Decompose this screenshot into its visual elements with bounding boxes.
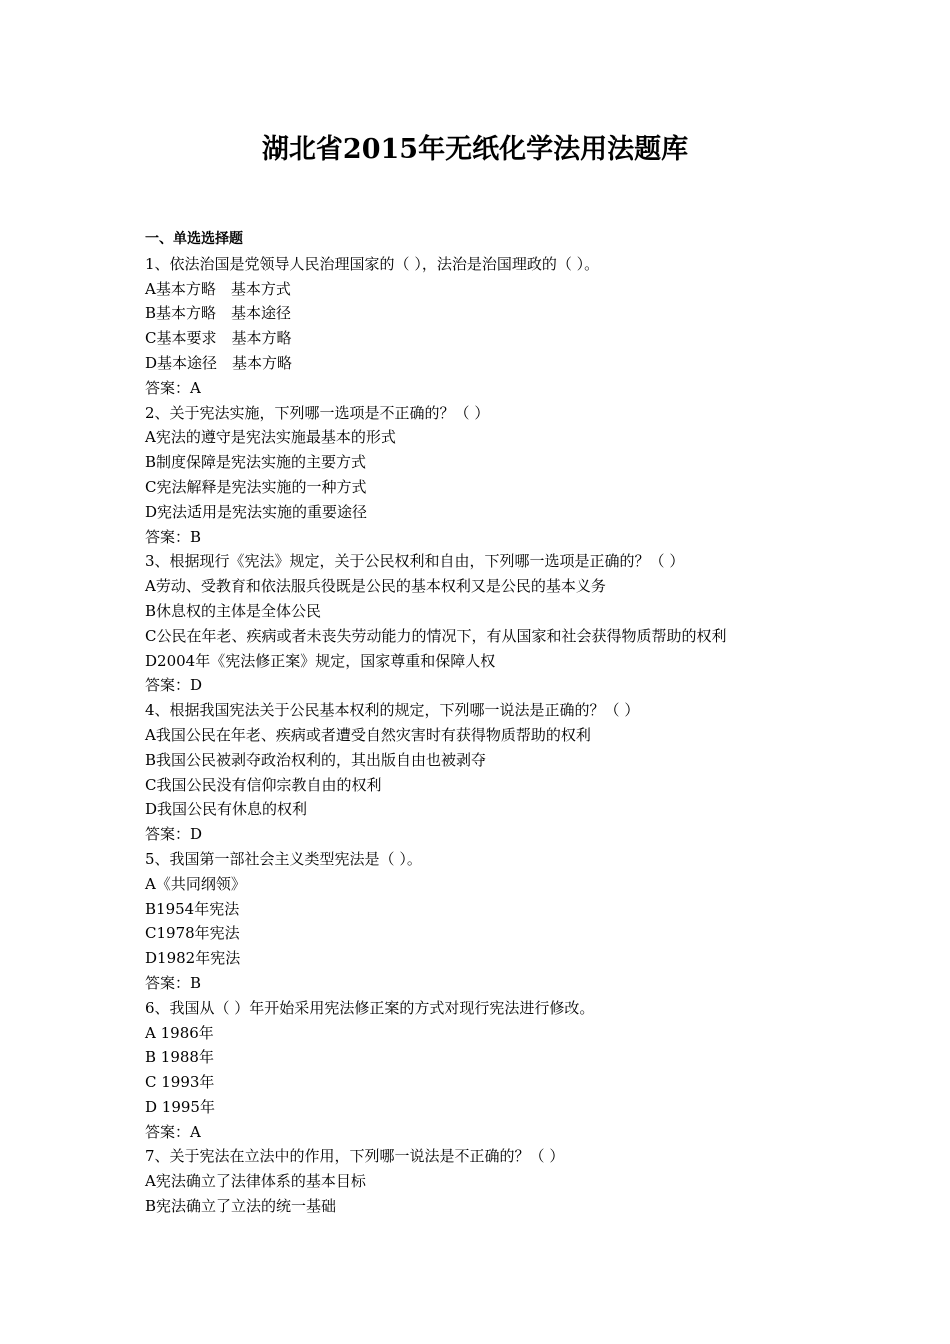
question-option: A《共同纲领》 <box>145 874 246 893</box>
question-stem: 4、根据我国宪法关于公民基本权利的规定，下列哪一说法是正确的？（ ） <box>145 701 640 720</box>
question-option: A我国公民在年老、疾病或者遭受自然灾害时有获得物质帮助的权利 <box>145 725 591 744</box>
question-option: D宪法适用是宪法实施的重要途径 <box>145 502 368 521</box>
question-option: D1982年宪法 <box>145 949 241 968</box>
question-stem: 6、我国从（ ）年开始采用宪法修正案的方式对现行宪法进行修改。 <box>145 998 595 1017</box>
question-block <box>145 549 845 698</box>
document-body <box>145 227 845 1219</box>
question-answer: 答案：B <box>145 973 202 992</box>
question-option: D基本途径 基本方略 <box>145 353 293 372</box>
question-answer: 答案：A <box>145 1122 201 1141</box>
question-option: B我国公民被剥夺政治权利的，其出版自由也被剥夺 <box>145 750 487 769</box>
question-option: D2004年《宪法修正案》规定，国家尊重和保障人权 <box>145 651 496 670</box>
document-title: 湖北省2015年无纸化学法用法题库 <box>261 134 689 165</box>
question-option: C 1993年 <box>145 1073 215 1092</box>
question-stem: 2、关于宪法实施，下列哪一选项是不正确的？（ ） <box>145 403 490 422</box>
question-option: C宪法解释是宪法实施的一种方式 <box>145 477 367 496</box>
section-heading: 一、单选选择题 <box>145 231 243 247</box>
question-option: C公民在年老、疾病或者未丧失劳动能力的情况下，有从国家和社会获得物质帮助的权利 <box>145 626 727 645</box>
question-option: A基本方略 基本方式 <box>145 279 291 298</box>
question-option: B1954年宪法 <box>145 899 240 918</box>
question-option: B基本方略 基本途径 <box>145 304 292 323</box>
question-block <box>145 847 845 996</box>
question-stem: 5、我国第一部社会主义类型宪法是（ ）。 <box>145 849 422 868</box>
question-answer: 答案：D <box>145 825 203 844</box>
question-block <box>145 401 845 550</box>
question-answer: 答案：D <box>145 676 203 695</box>
question-option: D 1995年 <box>145 1097 215 1116</box>
question-option: B 1988年 <box>145 1048 214 1067</box>
question-option: B制度保障是宪法实施的主要方式 <box>145 453 367 472</box>
question-block <box>145 1144 845 1218</box>
question-option: A劳动、受教育和依法服兵役既是公民的基本权利又是公民的基本义务 <box>145 577 606 596</box>
question-stem: 7、关于宪法在立法中的作用，下列哪一说法是不正确的？（ ） <box>145 1147 565 1166</box>
question-option: A宪法确立了法律体系的基本目标 <box>145 1172 366 1191</box>
question-option: A宪法的遵守是宪法实施最基本的形式 <box>145 428 396 447</box>
question-answer: 答案：B <box>145 527 202 546</box>
question-stem: 3、根据现行《宪法》规定，关于公民权利和自由，下列哪一选项是正确的？（ ） <box>145 552 685 571</box>
question-option: D我国公民有休息的权利 <box>145 800 308 819</box>
question-stem: 1、依法治国是党领导人民治理国家的（ ），法治是治国理政的（ ）。 <box>145 254 600 273</box>
question-option: C基本要求 基本方略 <box>145 329 292 348</box>
question-block <box>145 698 845 847</box>
question-block <box>145 252 845 401</box>
question-option: A 1986年 <box>145 1023 214 1042</box>
question-option: B休息权的主体是全体公民 <box>145 601 322 620</box>
question-block <box>145 996 845 1145</box>
question-answer: 答案：A <box>145 378 201 397</box>
question-option: C我国公民没有信仰宗教自由的权利 <box>145 775 382 794</box>
question-option: C1978年宪法 <box>145 924 240 943</box>
question-option: B宪法确立了立法的统一基础 <box>145 1197 337 1216</box>
